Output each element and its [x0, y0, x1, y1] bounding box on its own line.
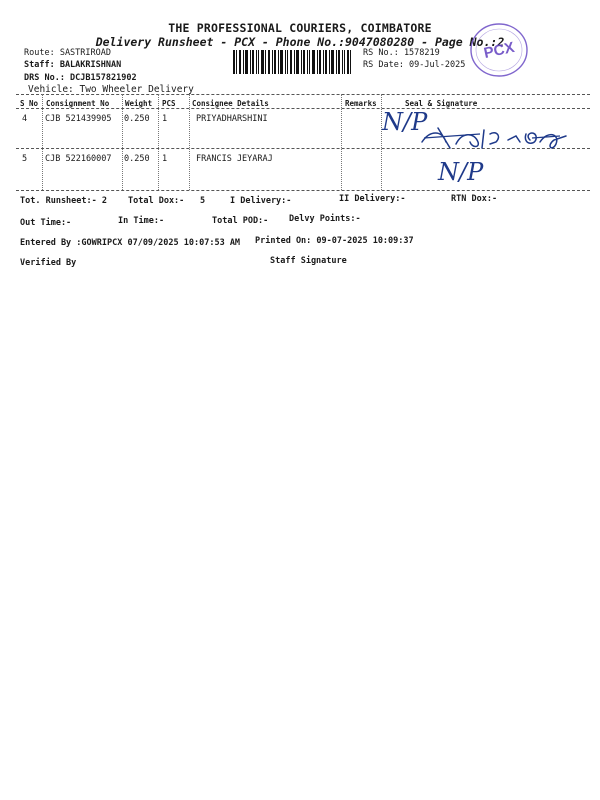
in-time: In Time:- [118, 216, 165, 226]
vehicle-label: Vehicle: Two Wheeler Delivery [28, 84, 194, 95]
column-divider [158, 94, 159, 190]
page-title: THE PROFESSIONAL COURIERS, COIMBATORE [168, 21, 432, 35]
total-dox-label: Total Dox:- [128, 196, 185, 206]
handwritten-scribble [420, 120, 570, 154]
column-header-seal-signature: Seal & Signature [405, 99, 478, 108]
column-divider [341, 94, 342, 190]
column-header-remarks: Remarks [345, 99, 377, 108]
total-pod: Total POD:- [212, 216, 269, 226]
column-divider [42, 94, 43, 190]
i-delivery: I Delivery:- [230, 196, 292, 206]
delvy-points: Delvy Points:- [289, 214, 361, 224]
column-header-consignment: Consignment No [46, 99, 110, 108]
route-label: Route: SASTRIROAD [24, 48, 111, 58]
column-header-pcs: PCS [162, 99, 176, 108]
pcx-stamp [468, 20, 530, 80]
entered-by: Entered By :GOWRIPCX 07/09/2025 10:07:53 AM [20, 238, 241, 248]
row-sno: 5 [22, 154, 28, 164]
table-top-rule [16, 94, 590, 95]
table-bottom-rule [16, 190, 590, 191]
row-sno: 4 [22, 114, 28, 124]
column-divider [122, 94, 123, 190]
rtn-dox: RTN Dox:- [451, 194, 498, 204]
row-pcs: 1 [162, 114, 168, 124]
total-dox-value: 5 [200, 196, 206, 206]
stamp-text: PCX [482, 38, 516, 63]
column-header-consignee: Consignee Details [192, 99, 269, 108]
handwritten-np-mark: N/P [382, 108, 428, 136]
column-header-sno: S No [20, 99, 39, 108]
row-consignee: FRANCIS JEYARAJ [196, 154, 273, 164]
row-pcs: 1 [162, 154, 168, 164]
row-consignee: PRIYADHARSHINI [196, 114, 268, 124]
barcode-image [233, 50, 351, 74]
row-consignment-no: CJB 521439905 [45, 114, 112, 124]
rs-date: RS Date: 09-Jul-2025 [363, 60, 466, 70]
table-header-rule [16, 108, 590, 109]
column-header-weight: Weight [125, 99, 153, 108]
printed-on: Printed On: 09-07-2025 10:09:37 [255, 236, 414, 246]
row-consignment-no: CJB 522160007 [45, 154, 112, 164]
column-divider [189, 94, 190, 190]
runsheet-subtitle: Delivery Runsheet - PCX - Phone No.:9047080280 - Page No.:2 [95, 35, 505, 49]
staff-label: Staff: BALAKRISHNAN [24, 60, 122, 70]
staff-signature: Staff Signature [270, 256, 347, 266]
tot-runsheet: Tot. Runsheet:- 2 [20, 196, 107, 206]
rs-number: RS No.: 1578219 [363, 48, 440, 58]
handwritten-np-mark: N/P [438, 158, 484, 186]
row-weight: 0.250 [124, 154, 150, 164]
row-weight: 0.250 [124, 114, 150, 124]
drs-number: DRS No.: DCJB157821902 [24, 73, 137, 83]
ii-delivery: II Delivery:- [339, 194, 406, 204]
out-time: Out Time:- [20, 218, 72, 228]
verified-by: Verified By [20, 258, 77, 268]
